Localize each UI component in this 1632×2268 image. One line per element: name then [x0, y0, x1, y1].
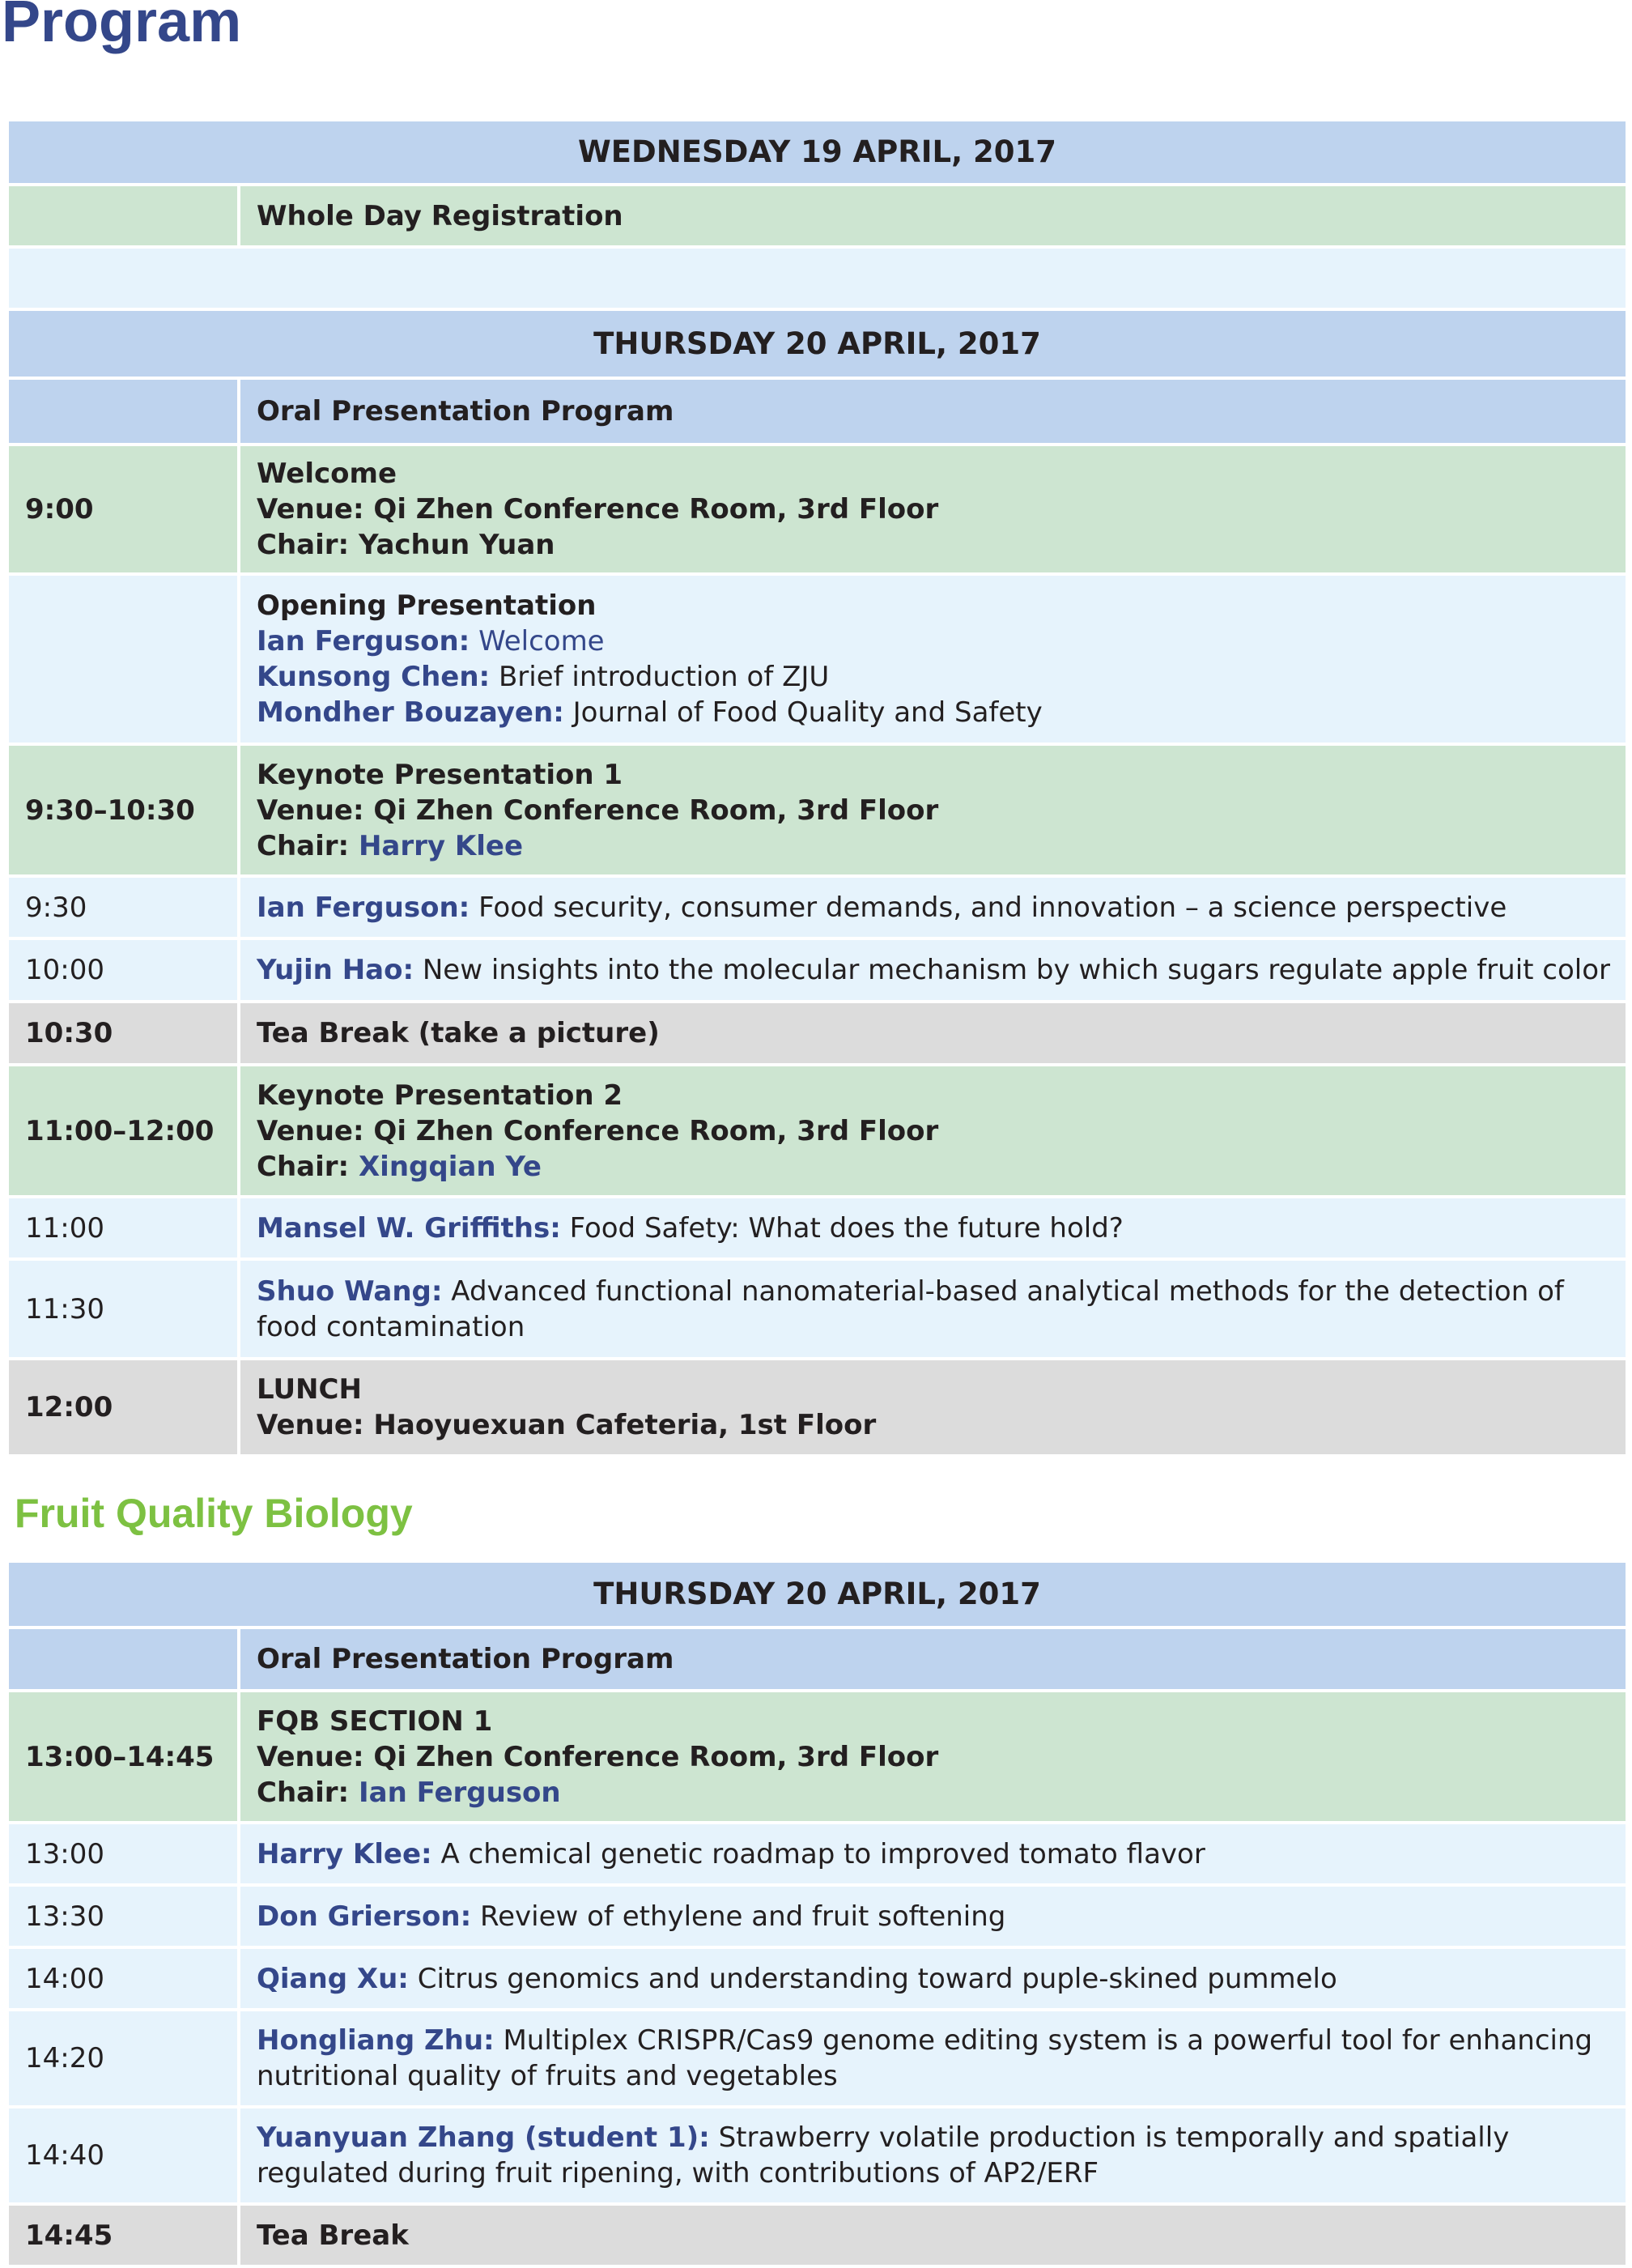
talk-title: Multiplex CRISPR/Cas9 genome editing system is a powerful tool for enhancing nutritional quality of fruits and vegetables — [257, 2024, 1593, 2092]
time-cell: 14:45 — [7, 2204, 239, 2266]
time-cell: 13:30 — [7, 1885, 239, 1947]
talk-cell — [239, 1947, 1627, 2010]
talk-title: Food Safety: What does the future hold? — [569, 1211, 1124, 1245]
session-chair — [257, 1149, 1626, 1185]
session-title: LUNCH — [257, 1373, 362, 1406]
time-cell: 10:30 — [7, 1002, 239, 1065]
chair-name: Ian Ferguson — [358, 1776, 561, 1809]
time-cell: 9:30 — [7, 876, 239, 938]
talk-title: Advanced functional nanomaterial-based analytical methods for the detection of food contamination — [257, 1274, 1564, 1343]
talk-cell — [239, 938, 1627, 1002]
day-header-row — [7, 1561, 1627, 1628]
chair-name: Harry Klee — [358, 829, 524, 862]
time-cell: 9:30–10:30 — [7, 744, 239, 876]
talk-title: A chemical genetic roadmap to improved tomato flavor — [440, 1837, 1205, 1870]
table-row — [7, 1823, 1627, 1885]
session-title: Opening Presentation — [257, 589, 597, 622]
lunch-cell — [239, 1359, 1627, 1456]
table-row — [7, 1947, 1627, 2010]
talk-cell — [239, 1885, 1627, 1947]
day-header: THURSDAY 20 APRIL, 2017 — [7, 309, 1627, 378]
empty-cell — [7, 247, 1627, 309]
session-chair — [257, 828, 1626, 864]
session-title: Welcome — [257, 457, 397, 490]
break-cell: Tea Break (take a picture) — [239, 1002, 1627, 1065]
time-cell — [7, 185, 239, 247]
session-row — [7, 744, 1627, 876]
talk-title: Review of ethylene and fruit softening — [480, 1900, 1006, 1933]
session-venue: Venue: Qi Zhen Conference Room, 3rd Floor — [257, 493, 939, 526]
session-venue: Venue: Qi Zhen Conference Room, 3rd Floor — [257, 794, 939, 827]
opening-cell — [239, 574, 1627, 744]
chair-label: Chair: — [257, 1776, 350, 1809]
time-cell: 14:40 — [7, 2107, 239, 2204]
talk-title: Citrus genomics and understanding toward puple-skined pummelo — [417, 1962, 1337, 1995]
session-title: Keynote Presentation 1 — [257, 758, 623, 791]
speaker-name: Mansel W. Griffiths: — [257, 1211, 561, 1245]
page-title: Program — [2, 0, 242, 54]
time-cell: 14:00 — [7, 1947, 239, 2010]
session-cell — [239, 744, 1627, 876]
spacer-row — [7, 247, 1627, 309]
session-title: FQB SECTION 1 — [257, 1704, 493, 1738]
registration-cell: Whole Day Registration — [239, 185, 1627, 247]
talk-cell — [239, 2107, 1627, 2204]
session-cell — [239, 445, 1627, 574]
talk-title: Welcome — [478, 625, 605, 657]
speaker-name: Ian Ferguson: — [257, 891, 470, 924]
time-cell — [7, 1628, 239, 1691]
time-cell: 11:30 — [7, 1259, 239, 1359]
chair-label: Chair: — [257, 1150, 350, 1183]
session-cell — [239, 1691, 1627, 1823]
table-row — [7, 1885, 1627, 1947]
speaker-name: Kunsong Chen: — [257, 661, 491, 693]
day-header: THURSDAY 20 APRIL, 2017 — [7, 1561, 1627, 1628]
session-row — [7, 1065, 1627, 1197]
table-row — [7, 938, 1627, 1002]
speaker-name: Yujin Hao: — [257, 954, 414, 986]
schedule-table-fqb — [6, 1560, 1629, 2268]
speaker-name: Mondher Bouzayen: — [257, 696, 564, 729]
day-header-row — [7, 120, 1627, 185]
speaker-name: Don Grierson: — [257, 1900, 472, 1933]
table-row — [7, 185, 1627, 247]
program-label: Oral Presentation Program — [239, 378, 1627, 445]
list-item — [257, 695, 1626, 730]
talk-cell — [239, 1197, 1627, 1259]
talk-cell — [239, 876, 1627, 938]
time-cell: 9:00 — [7, 445, 239, 574]
table-row — [7, 876, 1627, 938]
table-row — [7, 1628, 1627, 1691]
table-row — [7, 1197, 1627, 1259]
talk-cell — [239, 1823, 1627, 1885]
table-row — [7, 2010, 1627, 2107]
time-cell: 10:00 — [7, 938, 239, 1002]
time-cell: 14:20 — [7, 2010, 239, 2107]
session-chair: Chair: Yachun Yuan — [257, 529, 555, 561]
break-row — [7, 1002, 1627, 1065]
program-label: Oral Presentation Program — [239, 1628, 1627, 1691]
section-title: Fruit Quality Biology — [15, 1491, 413, 1536]
time-cell — [7, 574, 239, 744]
session-venue: Venue: Qi Zhen Conference Room, 3rd Floor — [257, 1740, 939, 1773]
chair-name: Xingqian Ye — [358, 1150, 542, 1183]
break-row — [7, 1359, 1627, 1456]
session-venue: Venue: Qi Zhen Conference Room, 3rd Floor — [257, 1114, 939, 1147]
day-header: WEDNESDAY 19 APRIL, 2017 — [7, 120, 1627, 185]
list-item — [257, 659, 1626, 695]
speaker-name: Qiang Xu: — [257, 1962, 409, 1995]
break-row — [7, 2204, 1627, 2266]
session-row — [7, 445, 1627, 574]
talk-title: Strawberry volatile production is temporally and spatially regulated during fruit ripening, with contributions of AP2/ERF — [257, 2121, 1510, 2189]
talk-cell — [239, 2010, 1627, 2107]
table-row — [7, 574, 1627, 744]
table-row — [7, 378, 1627, 445]
session-row — [7, 1691, 1627, 1823]
session-chair — [257, 1775, 1626, 1811]
time-cell — [7, 378, 239, 445]
talk-title: Food security, consumer demands, and innovation – a science perspective — [478, 891, 1507, 924]
chair-label: Chair: — [257, 829, 350, 862]
time-cell: 12:00 — [7, 1359, 239, 1456]
session-cell — [239, 1065, 1627, 1197]
time-cell: 13:00–14:45 — [7, 1691, 239, 1823]
talk-title: New insights into the molecular mechanism by which sugars regulate apple fruit color — [422, 954, 1611, 986]
speaker-name: Ian Ferguson: — [257, 625, 470, 657]
speaker-name: Harry Klee: — [257, 1837, 432, 1870]
talk-title: Brief introduction of ZJU — [498, 661, 830, 693]
talk-cell — [239, 1259, 1627, 1359]
time-cell: 11:00–12:00 — [7, 1065, 239, 1197]
speaker-name: Yuanyuan Zhang (student 1): — [257, 2121, 710, 2154]
break-cell: Tea Break — [239, 2204, 1627, 2266]
list-item — [257, 623, 1626, 659]
talk-title: Journal of Food Quality and Safety — [572, 696, 1043, 729]
table-row — [7, 2107, 1627, 2204]
schedule-table-program — [6, 118, 1629, 1457]
time-cell: 11:00 — [7, 1197, 239, 1259]
speaker-name: Hongliang Zhu: — [257, 2024, 495, 2057]
session-venue: Venue: Haoyuexuan Cafeteria, 1st Floor — [257, 1409, 877, 1441]
day-header-row — [7, 309, 1627, 378]
table-row — [7, 1259, 1627, 1359]
speaker-name: Shuo Wang: — [257, 1274, 443, 1308]
time-cell: 13:00 — [7, 1823, 239, 1885]
session-title: Keynote Presentation 2 — [257, 1079, 623, 1112]
